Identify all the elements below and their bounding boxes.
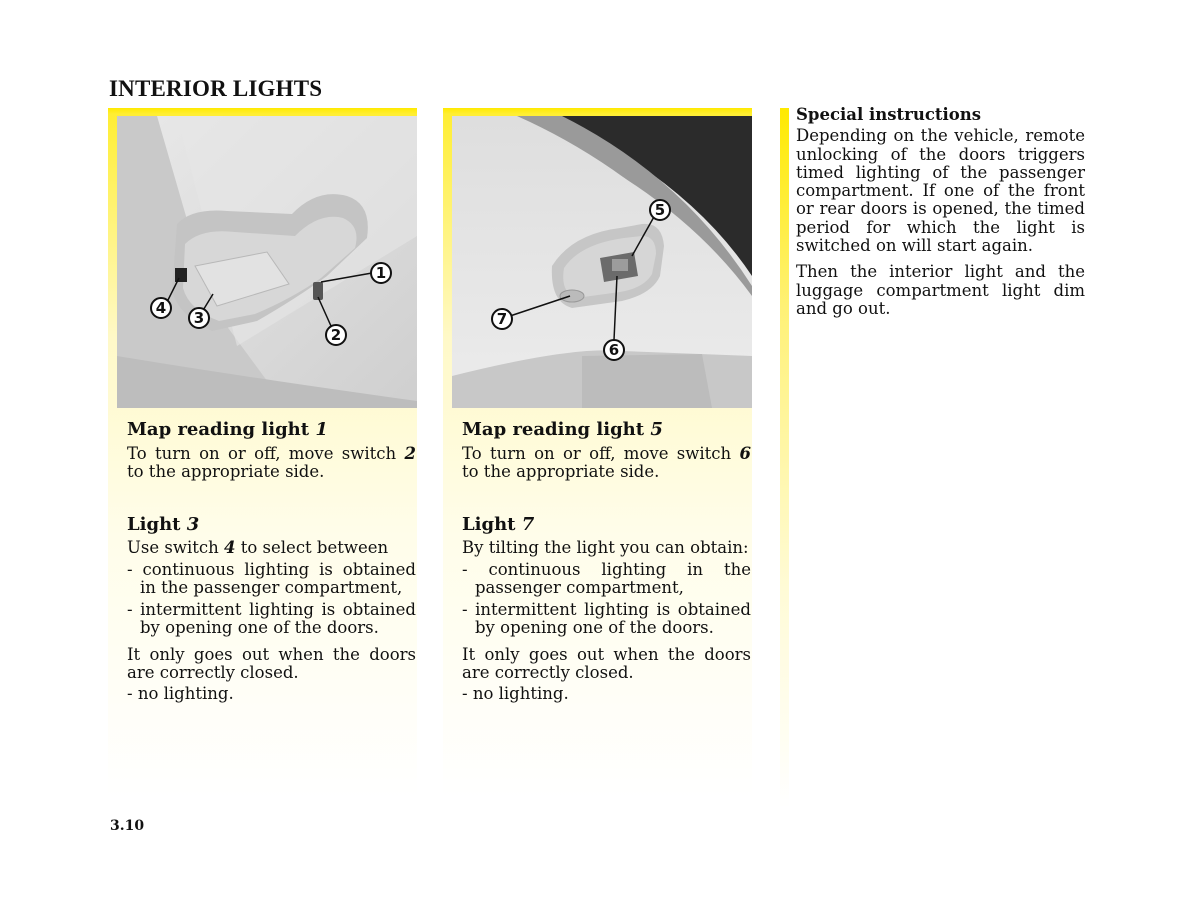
svg-text:4: 4 (155, 299, 167, 317)
note-doors-closed: It only goes out when the doors are correctly closed. (462, 644, 751, 682)
list-item: - no lighting. (127, 683, 234, 703)
svg-text:1: 1 (375, 264, 387, 282)
instruction-light-7: By tilting the light you can obtain: (462, 538, 749, 557)
callout-6 (604, 276, 624, 360)
list-item: - intermittent lighting is obtained by opening one of the doors. (462, 599, 751, 637)
callout-4 (151, 278, 179, 318)
special-instructions (796, 106, 1085, 326)
list-item: - continuous lighting is obtained in the passenger compartment, (127, 559, 416, 597)
note-doors-closed: It only goes out when the doors are correctly closed. (127, 644, 416, 682)
callout-7 (492, 296, 570, 329)
callout-2 (318, 297, 346, 345)
heading-light-7: Light 7 (462, 513, 535, 535)
svg-text:6: 6 (608, 341, 620, 359)
svg-text:5: 5 (654, 201, 666, 219)
callout-1 (321, 263, 391, 283)
heading-light-3: Light 3 (127, 513, 200, 535)
callout-5 (632, 200, 670, 256)
special-instructions-paragraph: Then the interior light and the luggage compartment light dim and go out. (796, 262, 1085, 318)
list-item: - intermittent lighting is obtained by opening one of the doors. (127, 599, 416, 637)
photo-rear-interior-light (452, 116, 752, 408)
heading-map-reading-light-1: Map reading light 1 (127, 419, 328, 440)
column-map-light-5 (443, 108, 752, 808)
list-item: - no lighting. (462, 683, 569, 703)
column-map-light-1 (108, 108, 417, 808)
heading-map-reading-light-5: Map reading light 5 (462, 419, 663, 440)
list-item: - continuous lighting in the passenger compartment, (462, 559, 751, 597)
column-divider (780, 108, 789, 808)
instruction-light-3: Use switch 4 to select between (127, 538, 389, 557)
svg-text:7: 7 (496, 310, 508, 328)
page-number: 3.10 (110, 818, 145, 834)
special-instructions-paragraph: Depending on the vehicle, remote unlocking of the doors triggers timed lighting of the passenger compartment. If one of the front or rear doors is opened, the timed period for which the light is switched on will start again. (796, 126, 1085, 256)
callout-3 (189, 294, 213, 328)
photo-front-interior-light (117, 116, 417, 408)
page-title: INTERIOR LIGHTS (109, 76, 323, 101)
instruction-map-light-1: To turn on or off, move switch 2 to the appropriate side. (127, 443, 416, 481)
instruction-map-light-5: To turn on or off, move switch 6 to the appropriate side. (462, 443, 751, 481)
special-instructions-heading: Special instructions (796, 105, 982, 124)
svg-text:2: 2 (330, 326, 342, 344)
svg-text:3: 3 (193, 309, 205, 327)
